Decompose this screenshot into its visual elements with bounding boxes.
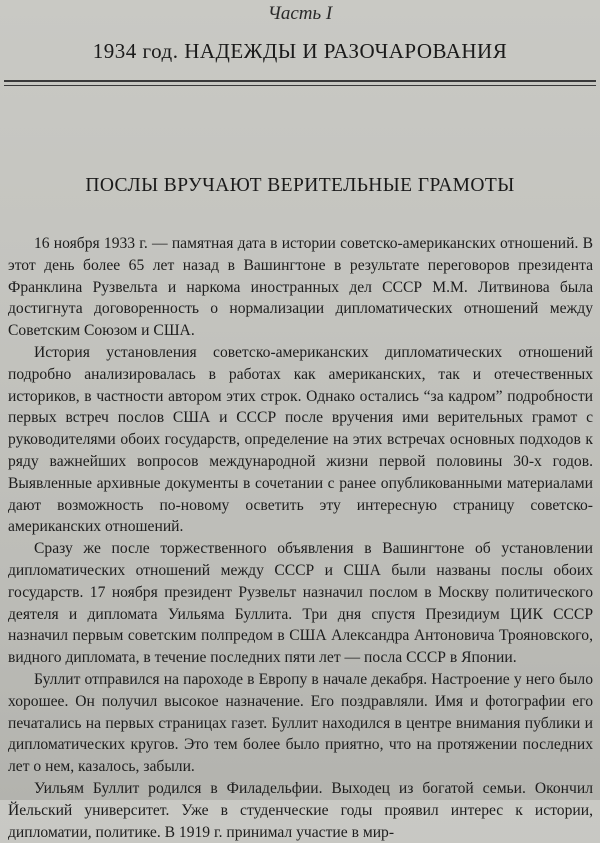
part-label: Часть I [267,3,333,24]
paragraph: История установления советско-американских дипломатических отношений подробно анализировалась в работах как американских, так и отечественных историков, в частности автором этих строк. Однако остались “за кадром” подробности первых встреч послов США и СССР после вручения ими верительных грамот с руководителями обоих государств, определение на этих встречах основных подходов к ряду важнейших вопросов международной жизни первой половины 30-х годов. Выявленные архивные документы в сочетании с ранее опубликованными материалами дают возможность по-новому осветить эту интересную страницу советско-американских отношений. [8,343,593,536]
header-rule-thin [4,85,596,86]
body-text [8,233,593,843]
paragraph: Буллит отправился на пароходе в Европу в начале декабря. Настроение у него было хорошее. Он получил высокое назначение. Его поздравляли. Имя и фотографии его печатались на первых страницах газет. Буллит находился в центре внимания публики и дипломатических кругов. Это тем более было приятно, что на протяжении последних лет о нем, казалось, забыли. [8,670,593,776]
part-title: 1934 год. НАДЕЖДЫ И РАЗОЧАРОВАНИЯ [92,39,508,63]
chapter-title: ПОСЛЫ ВРУЧАЮТ ВЕРИТЕЛЬНЫЕ ГРАМОТЫ [85,175,515,196]
paragraph: Сразу же после торжественного объявления в Вашингтоне об установлении дипломатических отношений между СССР и США были названы послы обоих государств. 17 ноября президент Рузвельт назначил послом в Москву политического деятеля и дипломата Уильяма Буллита. Три дня спустя Президиум ЦИК СССР назначил первым советским полпредом в США Александра Антоновича Трояновского, видного дипломата, в течение последних пяти лет — посла СССР в Японии. [8,540,593,667]
paragraph: Уильям Буллит родился в Филадельфии. Выходец из богатой семьи. Окончил Йельский университет. Уже в студенческие годы проявил интерес к истории, дипломатии, политике. В 1919 г. принимал участие в мир- [8,779,593,841]
paragraph: 16 ноября 1933 г. — памятная дата в истории советско-американских отношений. В этот день более 65 лет назад в Вашингтоне в результате переговоров президента Франклина Рузвельта и наркома иностранных дел СССР М.М. Литвинова была достигнута договоренность о нормализации дипломатических отношений между Советским Союзом и США. [8,235,593,340]
header-rule-thick [4,80,596,82]
